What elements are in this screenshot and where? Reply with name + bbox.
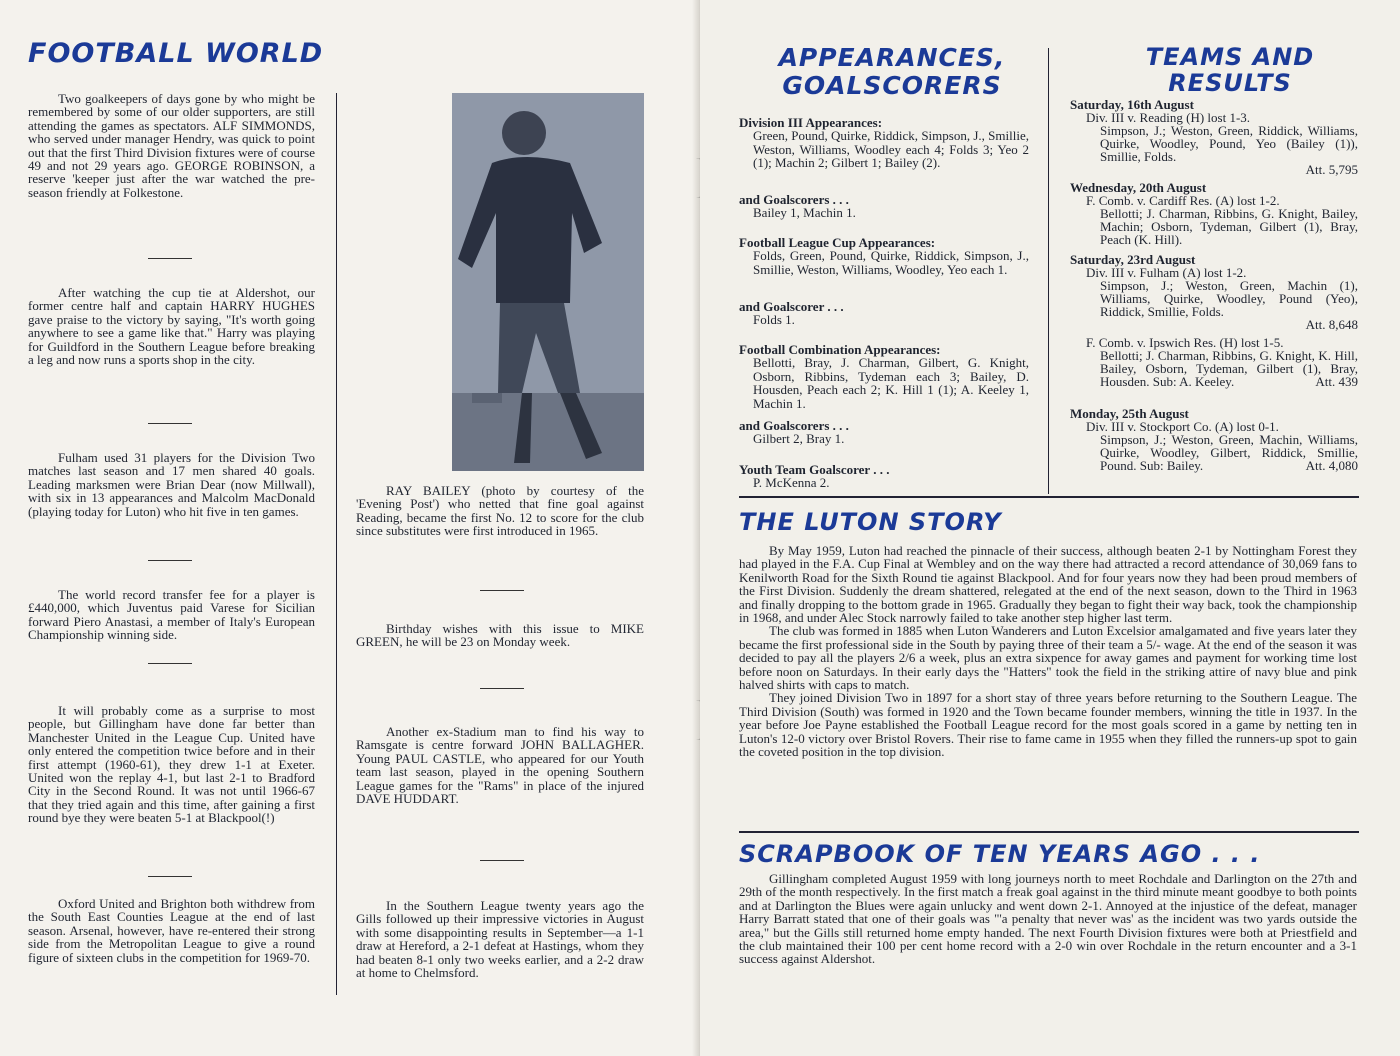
- results-heading-line1: TEAMS AND: [1145, 43, 1315, 71]
- match-entry: [1070, 336, 1358, 388]
- stats-text: Bellotti, Bray, J. Charman, Gilbert, G. Knight, Osborn, Ribbins, Tydeman each 3; Bailey, D. Housden, Peach each 2; K. Hill 1 (1); A. Keeley 1, Machin 1.: [753, 355, 1029, 411]
- col1-para-6: Oxford United and Brighton both withdrew from the South East Counties League at the end of last season. Arsenal, however, have re-entered their strong side from the Metropolitan League to give a round figure of sixteen clubs in the competition for 1969-70.: [28, 896, 315, 965]
- divider: [480, 590, 524, 591]
- col1-para-3: Fulham used 31 players for the Division Two matches last season and 17 men shared 40 goals. Leading marksmen were Brian Dear (now Millwall), with six in 13 appearances and Malcolm MacDonald (playing today for Luton) who hit five in ten games.: [28, 450, 315, 519]
- stats-block-league-cup: [739, 236, 1029, 276]
- col2-para-1: RAY BAILEY (photo by courtesy of the 'Evening Post') who netted that fine goal against Reading, became the first No. 12 to score for the club since substitutes were first introduced in 1965.: [356, 483, 644, 539]
- match-attendance: Att. 8,648: [1305, 317, 1358, 332]
- match-lineup: Bellotti; J. Charman, Ribbins, G. Knight, K. Hill, Bailey, Osborn, Tydeman, Gilbert (1), Bray, Housden. Sub: A. Keeley.: [1100, 348, 1358, 389]
- stats-label: Division III Appearances:: [739, 115, 883, 130]
- stats-block-div3-goals: [739, 193, 1029, 220]
- divider: [480, 688, 524, 689]
- match-attendance: Att. 439: [1315, 374, 1358, 389]
- stats-label: Football League Cup Appearances:: [739, 235, 936, 250]
- match-lineup: Simpson, J.; Weston, Green, Riddick, Williams, Quirke, Woodley, Pound, Yeo (Bailey (1)), Smillie, Folds.: [1100, 123, 1358, 164]
- appearances-heading-line1: APPEARANCES,: [778, 43, 1006, 72]
- match-attendance: Att. 4,080: [1305, 458, 1358, 473]
- match-result: Div. III v. Stockport Co. (A) lost 0-1.: [1086, 419, 1279, 434]
- stats-label: Football Combination Appearances:: [739, 342, 941, 357]
- match-result: Div. III v. Reading (H) lost 1-3.: [1086, 110, 1251, 125]
- col1-para-4: The world record transfer fee for a player is £440,000, which Juventus paid Varese for Sicilian forward Piero Anastasi, a member of Italy's European Championship winning side.: [28, 587, 315, 643]
- divider: [148, 423, 192, 424]
- match-result: Div. III v. Fulham (A) lost 1-2.: [1086, 265, 1247, 280]
- stats-label: Youth Team Goalscorer . . .: [739, 462, 890, 477]
- col2-para-2: Birthday wishes with this issue to MIKE GREEN, he will be 23 on Monday week.: [356, 621, 644, 650]
- stats-label: and Goalscorers . . .: [739, 192, 849, 207]
- stats-block-combination: [739, 343, 1029, 410]
- divider: [148, 560, 192, 561]
- section-rule: [739, 496, 1359, 498]
- stats-text: Green, Pound, Quirke, Riddick, Simpson, J., Smillie, Weston, Williams, Woodley each 4; Folds 3; Yeo 2 (1); Machin 2; Gilbert 1; Bailey (2).: [753, 128, 1029, 171]
- stats-block-div3: [739, 116, 1029, 170]
- match-date: Wednesday, 20th August: [1070, 180, 1207, 195]
- col1-para-2: After watching the cup tie at Aldershot, our former centre half and captain HARRY HUGHES gave praise to the victory by saying, "It's worth going anywhere to see a game like that." Harry was playing for Guildford in the Southern League before breaking a leg and now runs a sports shop in the city.: [28, 285, 315, 368]
- column-rule: [1048, 48, 1049, 494]
- column-rule: [336, 93, 337, 995]
- football-world-heading: FOOTBALL WORLD: [28, 38, 324, 69]
- stats-label: and Goalscorer . . .: [739, 299, 844, 314]
- player-photo-image: [452, 93, 644, 471]
- stats-block-youth: [739, 463, 1029, 490]
- match-attendance: Att. 5,795: [1305, 162, 1358, 177]
- divider: [480, 860, 524, 861]
- match-result: F. Comb. v. Ipswich Res. (H) lost 1-5.: [1086, 335, 1284, 350]
- stats-text: Folds, Green, Pound, Quirke, Riddick, Simpson, J., Smillie, Weston, Williams, Woodley, Yeo each 1.: [753, 248, 1029, 277]
- match-lineup: Simpson, J.; Weston, Green, Machin, Williams, Quirke, Woodley, Gilbert, Riddick, Smillie, Pound. Sub: Bailey.: [1100, 432, 1358, 473]
- match-lineup: Simpson, J.; Weston, Green, Machin (1), Williams, Quirke, Woodley, Pound (Yeo), Riddick, Smillie, Folds.: [1100, 278, 1358, 319]
- match-entry: [1070, 407, 1358, 472]
- stats-text: Bailey 1, Machin 1.: [753, 205, 856, 221]
- luton-story-body: [739, 544, 1357, 759]
- match-entry: [1070, 253, 1358, 331]
- player-photo: [452, 93, 644, 471]
- scrapbook-body: Gillingham completed August 1959 with long journeys north to meet Rochdale and Darlington on the 27th and 29th of the month respectively. In the first match a freak goal against in the third minute meant goodbye to both points and at Darlington the Blues were again unlucky and went down 2-1. Annoyed at the injustice of the defeat, manager Harry Barratt stated that one of their goals was "'a penalty that never was' as the incident was two yards outside the area," but the Gills still returned home empty handed. The next Fourth Division fixtures were both at Priestfield and the club maintained their 100 per cent home record with a 2-0 win over Rochdale in the return encounter and a 3-1 success against Aldershot.: [739, 871, 1357, 967]
- match-entry: [1070, 98, 1358, 176]
- col2-para-3: Another ex-Stadium man to find his way to Ramsgate is centre forward JOHN BALLAGHER. Young PAUL CASTLE, who appeared for our Youth team last season, played in the opening Southern League games for the "Rams" in place of the injured DAVE HUDDART.: [356, 724, 644, 807]
- stats-text: Gilbert 2, Bray 1.: [753, 431, 845, 447]
- col1-para-5: It will probably come as a surprise to most people, but Gillingham have done far better than Manchester United in the League Cup. United have only entered the competition twice before and in their first attempt (1960-61), they drew 1-1 at Exeter. United won the replay 4-1, but last 2-1 to Bradford City in the Second Round. It was not until 1966-67 that they tried again and this time, after gaining a first round bye they were beaten 5-1 at Blackpool(!): [28, 703, 315, 826]
- section-rule: [739, 831, 1359, 833]
- col2-para-4: In the Southern League twenty years ago the Gills followed up their impressive victories in August with some disappointing results in September—a 1-1 draw at Hereford, a 2-1 defeat at Hastings, whom they had beaten 8-1 only two weeks earlier, and a 2-2 draw at home to Chelmsford.: [356, 898, 644, 981]
- match-entry: [1070, 181, 1358, 246]
- match-date: Monday, 25th August: [1070, 406, 1189, 421]
- appearances-heading-line2: GOALSCORERS: [782, 71, 1002, 100]
- results-heading: [1100, 44, 1360, 96]
- results-heading-line2: RESULTS: [1168, 69, 1292, 97]
- luton-story-para-1: By May 1959, Luton had reached the pinnacle of their success, although beaten 2-1 by Nottingham Forest they had played in the F.A. Cup Final at Wembley and on the way there had attracted a record attendance of 30,069 fans to Kenilworth Road for the Sixth Round tie against Blackpool. And for four years now they had been proud members of the First Division. Suddenly the dream shattered, relegated at the end of the next season, down to the Third in 1963 and finally dropping to the bottom grade in 1965. Gradually they began to fight their way back, took the championship in 1968, and under Alec Stock narrowly failed to take another step higher last term.: [739, 543, 1357, 626]
- stats-text: Folds 1.: [753, 312, 795, 328]
- stats-text: P. McKenna 2.: [753, 475, 830, 491]
- match-date: Saturday, 23rd August: [1070, 252, 1196, 267]
- stats-block-combination-goals: [739, 419, 1029, 446]
- scrapbook-heading: SCRAPBOOK OF TEN YEARS AGO . . .: [739, 840, 1261, 868]
- col1-para-1: Two goalkeepers of days gone by who might be remembered by some of our older supporters, are still attending the games as spectators. ALF SIMMONDS, who served under manager Hendry, was quick to point out that the first Third Division fixtures were of course 49 and not 29 years ago. GEORGE ROBINSON, a reserve 'keeper just after the war watched the pre-season friendly at Folkestone.: [28, 91, 315, 200]
- stats-label: and Goalscorers . . .: [739, 418, 849, 433]
- divider: [148, 876, 192, 877]
- match-date: Saturday, 16th August: [1070, 97, 1194, 112]
- appearances-heading: [772, 44, 1012, 100]
- divider: [148, 258, 192, 259]
- luton-story-para-2: The club was formed in 1885 when Luton Wanderers and Luton Excelsior amalgamated and five years later they became the first professional side in the South by paying three of their team a 5/- wage. At the end of the season it was decided to pay all the players 2/6 a week, plus an extra sixpence for away games and payment for working time lost before noon on Saturdays. In their early days the "Hatters" took the field in the striking attire of navy blue and pink halved shirts with caps to match.: [739, 623, 1357, 693]
- luton-story-para-3: They joined Division Two in 1897 for a short stay of three years before returning to the Southern League. The Third Division (South) was formed in 1920 and the Town became founder members, winning the title in 1937. In the year before Joe Payne established the Football League record for the most goals scored in a game by netting ten in Luton's 12-0 victory over Bristol Rovers. Their rise to fame came in 1955 when they filled the runners-up spot to gain the coveted position in the top division.: [739, 690, 1357, 760]
- match-result: F. Comb. v. Cardiff Res. (A) lost 1-2.: [1086, 193, 1280, 208]
- match-lineup: Bellotti; J. Charman, Ribbins, G. Knight, Bailey, Machin; Osborn, Tydeman, Gilbert (1), Bray, Peach (K. Hill).: [1100, 206, 1358, 247]
- luton-story-heading: THE LUTON STORY: [739, 508, 1002, 536]
- divider: [148, 663, 192, 664]
- stats-block-league-cup-goals: [739, 300, 1029, 327]
